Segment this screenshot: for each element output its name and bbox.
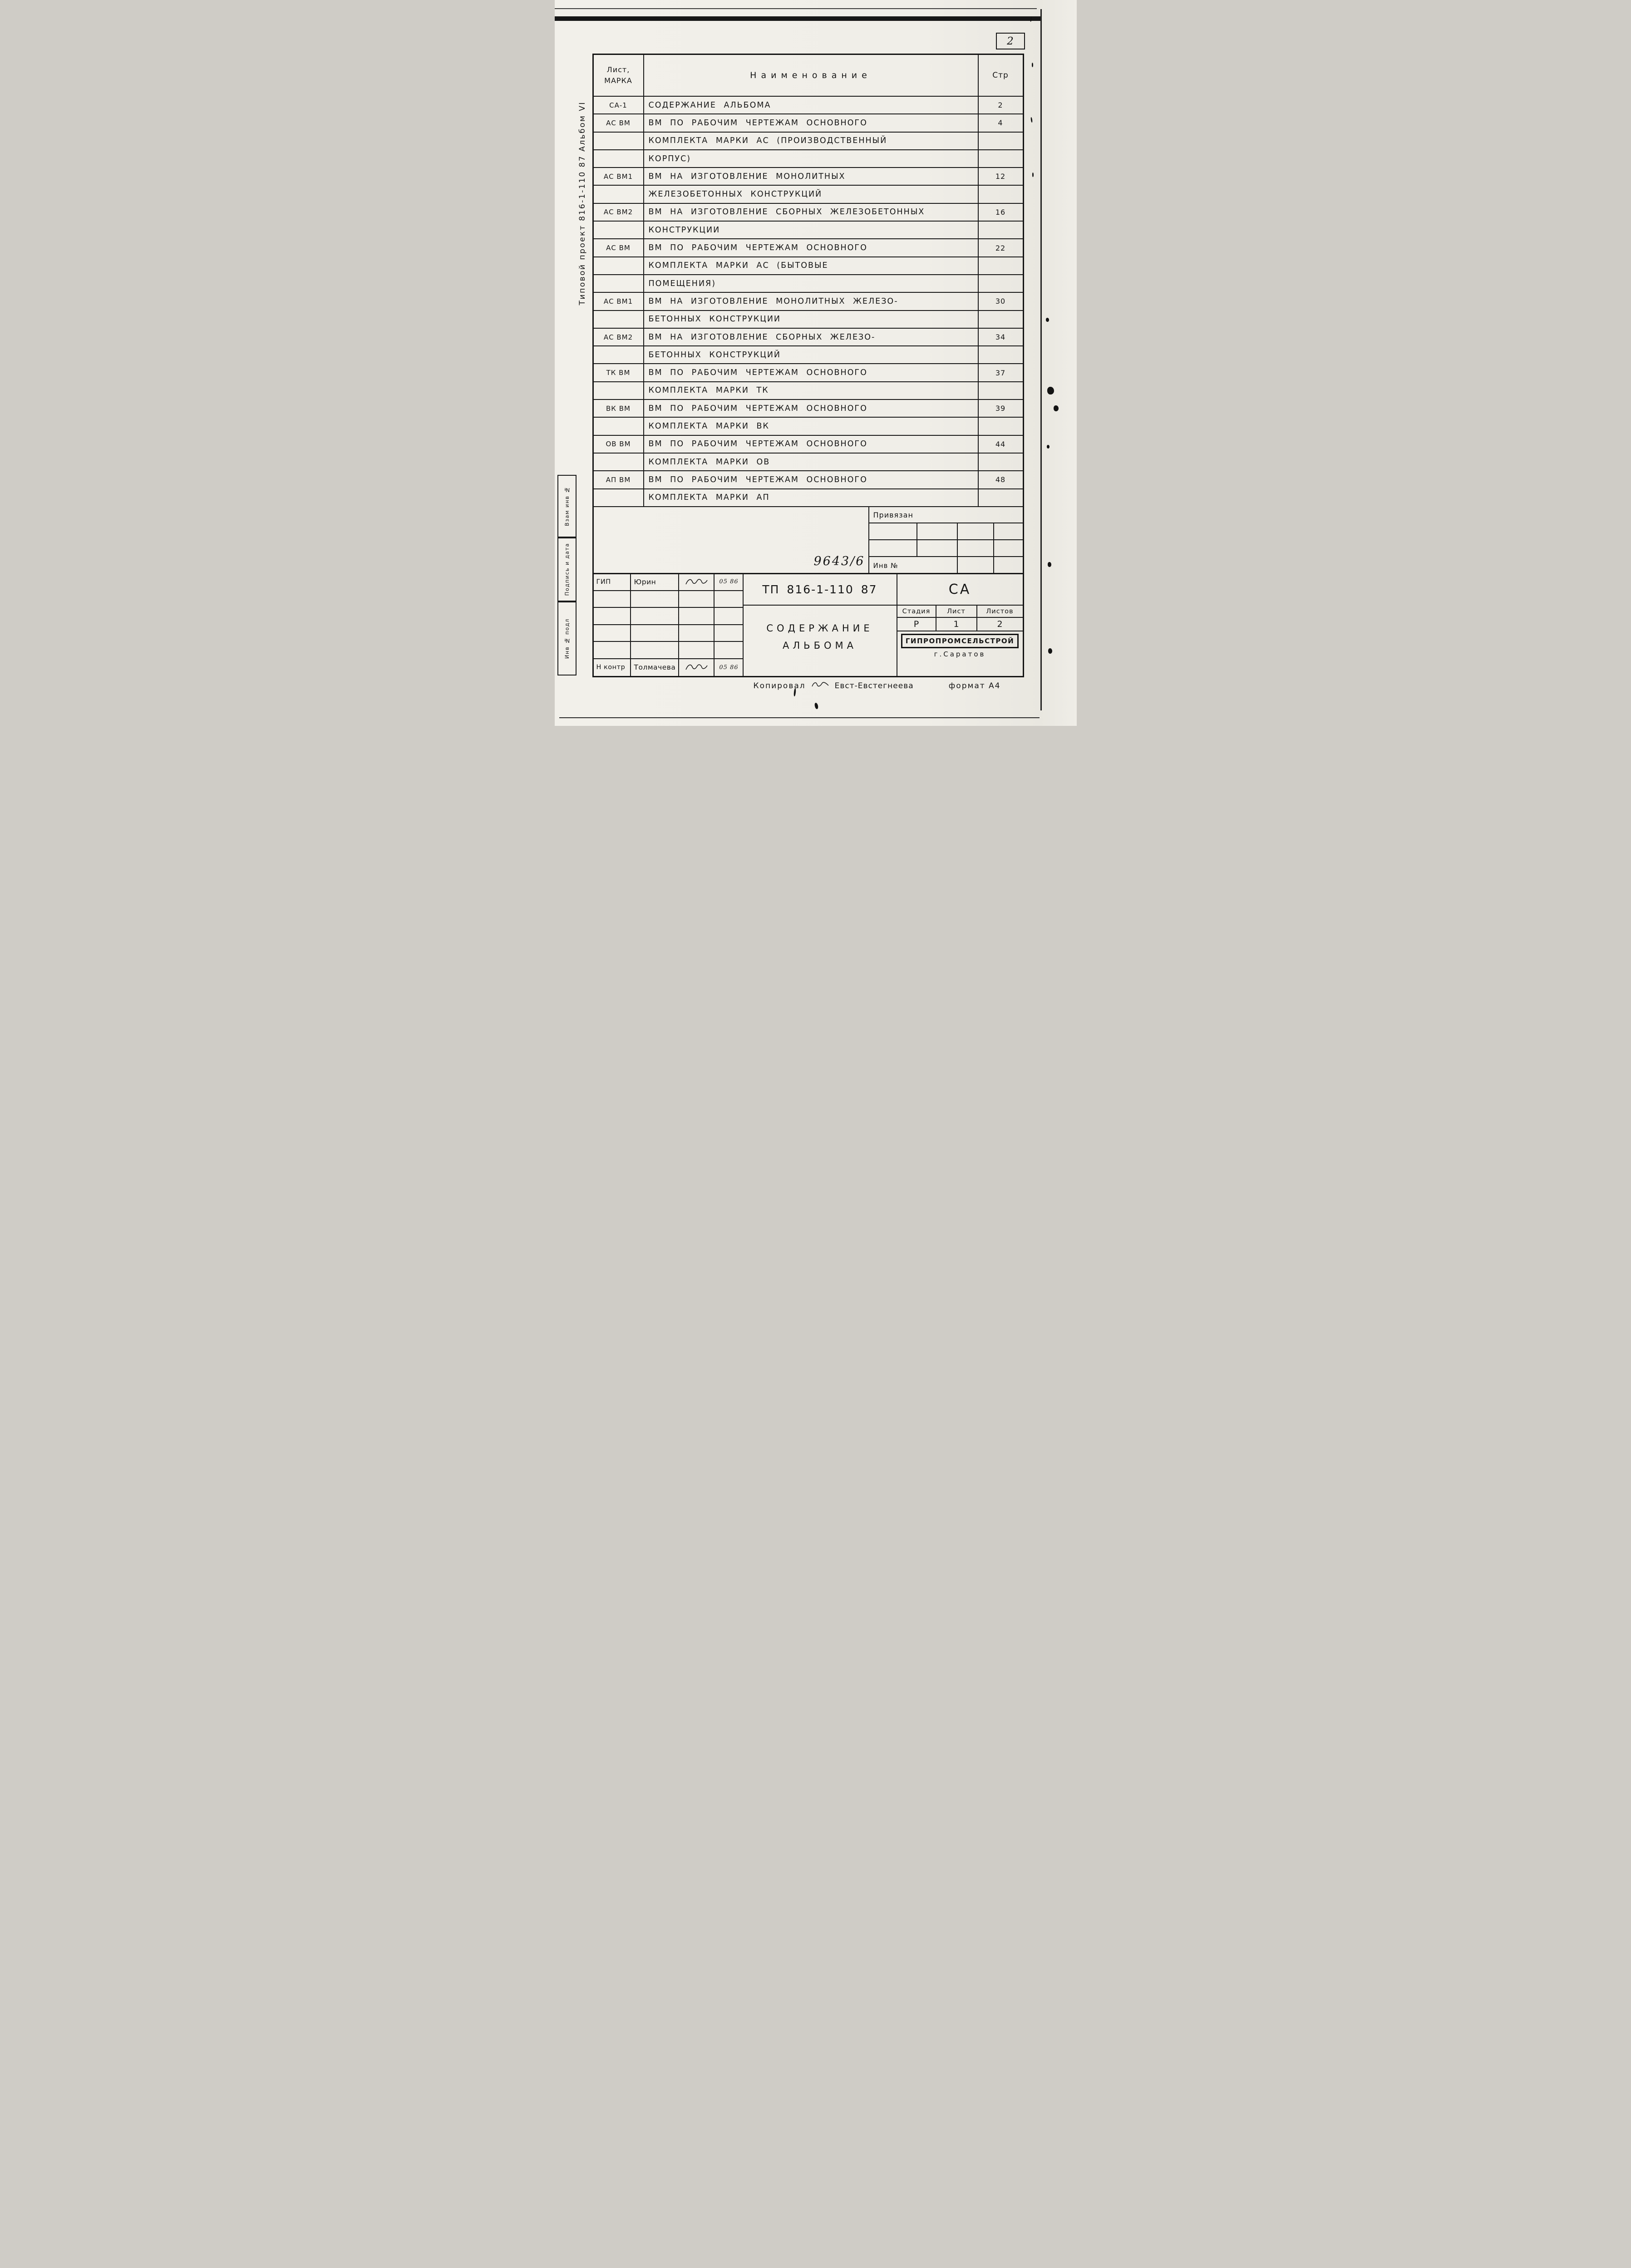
sig-date: 05 86 (719, 664, 739, 671)
scan-speck (1048, 648, 1052, 654)
toc-row-page (979, 346, 1023, 363)
toc-row-name: КОМПЛЕКТА МАРКИ АС (ПРОИЗВОДСТВЕННЫЙ (644, 133, 979, 149)
binding-grid-cell (917, 523, 958, 539)
toc-row-name: КОМПЛЕКТА МАРКИ ВК (644, 418, 979, 434)
toc-row (594, 382, 1023, 400)
toc-row-page (979, 489, 1023, 506)
scan-speck (1048, 562, 1051, 567)
set-mark: СА (948, 581, 971, 597)
side-project-label-area (575, 54, 590, 352)
toc-row (594, 97, 1023, 114)
toc-row-page (979, 311, 1023, 328)
toc-row (594, 364, 1023, 382)
toc-row-mark: АС ВМ2 (594, 329, 644, 345)
sig-name (631, 608, 679, 624)
toc-row-mark: АС ВМ (594, 239, 644, 256)
toc-row-mark: АС ВМ1 (594, 168, 644, 185)
toc-row-name: ВМ НА ИЗГОТОВЛЕНИЕ СБОРНЫХ ЖЕЛЕЗО- (644, 329, 979, 345)
stage-header-row (897, 606, 1023, 618)
sig-role (594, 608, 631, 624)
margin-box-podpis-data (557, 537, 577, 602)
toc-row-mark (594, 382, 644, 399)
toc-row-mark: АС ВМ1 (594, 293, 644, 310)
toc-row-page: 2 (998, 101, 1003, 110)
toc-row-name: ВМ ПО РАБОЧИМ ЧЕРТЕЖАМ ОСНОВНОГО (644, 400, 979, 417)
signature-icon (679, 608, 714, 624)
sheet-title-line2: АЛЬБОМА (783, 640, 857, 651)
toc-row-page: 22 (995, 243, 1006, 252)
toc-row (594, 436, 1023, 454)
binding-grid-cell (869, 540, 917, 556)
corner-page-number-box (996, 33, 1025, 49)
binding-grid-cell (958, 557, 994, 574)
toc-row-mark (594, 489, 644, 506)
scan-speck (1030, 117, 1033, 123)
toc-body (594, 97, 1023, 507)
margin-box-vzam-inv (557, 475, 577, 537)
toc-row (594, 275, 1023, 293)
toc-row-mark: ТК ВМ (594, 364, 644, 381)
copied-by-name: Евст-Евстегнеева (834, 681, 914, 690)
toc-row (594, 311, 1023, 329)
signature-row (594, 591, 744, 608)
toc-row (594, 204, 1023, 222)
toc-row (594, 346, 1023, 364)
toc-row-page: 30 (995, 297, 1006, 306)
toc-header-page-label: Стр (992, 71, 1009, 80)
sig-date (714, 625, 744, 641)
toc-row-mark (594, 150, 644, 167)
toc-row (594, 489, 1023, 507)
toc-row-mark: ОВ ВМ (594, 436, 644, 453)
toc-row (594, 454, 1023, 471)
binding-grid-cell (994, 540, 1023, 556)
scan-bottom-line (559, 717, 1040, 718)
sig-date (714, 642, 744, 658)
binding-grid-cell (958, 523, 994, 539)
toc-row-name: КОМПЛЕКТА МАРКИ АС (БЫТОВЫЕ (644, 257, 979, 274)
binding-grid-cell (958, 540, 994, 556)
toc-row (594, 257, 1023, 275)
sig-name: Юрин (631, 574, 679, 590)
toc-row-name: ВМ ПО РАБОЧИМ ЧЕРТЕЖАМ ОСНОВНОГО (644, 114, 979, 131)
toc-row-name: СОДЕРЖАНИЕ АЛЬБОМА (644, 97, 979, 113)
handwritten-archive-number: 9643/6 (813, 554, 865, 568)
signature-icon (679, 659, 714, 676)
scan-ink-blot (1054, 405, 1059, 411)
binding-grid-cell (917, 540, 958, 556)
margin-box-label: Подпись и дата (563, 543, 570, 596)
stage-header-listov: Листов (986, 607, 1014, 615)
toc-row (594, 239, 1023, 257)
binding-grid-cell (994, 557, 1023, 574)
side-project-label: Типовой проект 816-1-110 87 Альбом VI (577, 101, 587, 306)
signature-icon (679, 591, 714, 607)
toc-header-mark-line1: Лист, (606, 65, 630, 74)
scan-top-bar (555, 16, 1041, 21)
toc-row-name: КОРПУС) (644, 150, 979, 167)
margin-box-label: Инв № подл (563, 618, 570, 659)
inv-number-label: Инв № (869, 557, 958, 574)
stage-value-list: 1 (936, 618, 977, 631)
signature-row (594, 574, 744, 591)
format-label: формат А4 (948, 681, 1001, 690)
toc-row-page (979, 454, 1023, 470)
toc-row-page (979, 150, 1023, 167)
toc-row-name: ВМ НА ИЗГОТОВЛЕНИЕ СБОРНЫХ ЖЕЛЕЗОБЕТОННЫХ (644, 204, 979, 221)
toc-row-page: 44 (995, 439, 1006, 449)
toc-row (594, 471, 1023, 489)
stage-values-row (897, 618, 1023, 631)
toc-row-name: БЕТОННЫХ КОНСТРУКЦИИ (644, 311, 979, 328)
toc-row-page: 48 (995, 475, 1006, 484)
binding-grid-row (869, 540, 1023, 557)
toc-row-name: КОМПЛЕКТА МАРКИ ТК (644, 382, 979, 399)
signature-row (594, 659, 744, 676)
toc-row (594, 168, 1023, 186)
sig-name (631, 591, 679, 607)
signature-icon (679, 642, 714, 658)
margin-box-inv-podl (557, 602, 577, 675)
toc-row-page: 4 (998, 118, 1003, 128)
toc-row-mark: СА-1 (594, 97, 644, 113)
toc-row-page: 37 (995, 368, 1006, 377)
set-mark-cell (897, 574, 1023, 606)
scan-right-edge-line (1040, 9, 1042, 710)
toc-row-page: 16 (995, 207, 1006, 217)
sig-name (631, 642, 679, 658)
toc-row (594, 186, 1023, 203)
scan-speck (1047, 445, 1050, 449)
toc-row (594, 400, 1023, 418)
sig-date (714, 591, 744, 607)
signature-row (594, 642, 744, 659)
signature-icon (811, 681, 829, 690)
toc-row-page (979, 275, 1023, 292)
toc-row-mark (594, 346, 644, 363)
scan-speck (1032, 63, 1033, 67)
binding-grid-cell (869, 523, 917, 539)
toc-row-name: БЕТОННЫХ КОНСТРУКЦИЙ (644, 346, 979, 363)
stage-value-stadia: Р (897, 618, 936, 631)
signature-icon (679, 574, 714, 590)
margin-box-label: Взам инв № (563, 486, 570, 526)
sig-date: 05 86 (719, 578, 739, 586)
organization-city: г.Саратов (934, 650, 986, 658)
stage-header-stadia: Стадия (897, 606, 936, 617)
toc-row-mark: ВК ВМ (594, 400, 644, 417)
organization-area (897, 631, 1023, 676)
toc-row (594, 133, 1023, 150)
toc-row-mark (594, 222, 644, 238)
sig-date (714, 608, 744, 624)
toc-row-name: КОМПЛЕКТА МАРКИ АП (644, 489, 979, 506)
toc-header-page (979, 55, 1023, 96)
copied-by-label: Копировал (753, 681, 806, 690)
toc-row (594, 329, 1023, 346)
toc-row (594, 114, 1023, 132)
signature-row (594, 625, 744, 642)
toc-row-mark (594, 275, 644, 292)
sheet-title-cell (744, 606, 897, 676)
organization-name: ГИПРОПРОМСЕЛЬСТРОЙ (901, 634, 1019, 648)
toc-row (594, 293, 1023, 311)
binding-inv-row (869, 557, 1023, 574)
toc-row-mark: АП ВМ (594, 471, 644, 488)
sig-name: Толмачева (631, 659, 679, 676)
toc-row-name: ВМ ПО РАБОЧИМ ЧЕРТЕЖАМ ОСНОВНОГО (644, 471, 979, 488)
toc-row-page: 39 (995, 404, 1006, 413)
toc-row (594, 418, 1023, 435)
binding-grid-row (869, 523, 1023, 540)
binding-block (868, 507, 1023, 574)
corner-page-number: 2 (1007, 35, 1014, 47)
toc-row-mark: АС ВМ (594, 114, 644, 131)
sig-name (631, 625, 679, 641)
toc-row-mark (594, 418, 644, 434)
toc-row-page (979, 257, 1023, 274)
sheet-title-line1: СОДЕРЖАНИЕ (766, 623, 873, 634)
signature-table (594, 574, 744, 676)
scan-ink-blot (1047, 387, 1054, 394)
toc-row-name: ВМ ПО РАБОЧИМ ЧЕРТЕЖАМ ОСНОВНОГО (644, 364, 979, 381)
toc-row-page (979, 186, 1023, 202)
stage-header-list: Лист (936, 606, 977, 617)
toc-header-name (644, 55, 979, 96)
binding-grid-cell (994, 523, 1023, 539)
scan-speck (1046, 318, 1049, 322)
sig-role: Н контр (594, 659, 631, 676)
binding-label: Привязан (869, 507, 1023, 523)
toc-header-name-label: Наименование (750, 70, 872, 80)
toc-row-name: КОМПЛЕКТА МАРКИ ОВ (644, 454, 979, 470)
scan-speck (1032, 173, 1034, 177)
toc-row-name: ВМ ПО РАБОЧИМ ЧЕРТЕЖАМ ОСНОВНОГО (644, 239, 979, 256)
document-number: ТП 816-1-110 87 (762, 582, 877, 596)
toc-row-name: ЖЕЛЕЗОБЕТОННЫХ КОНСТРУКЦИЙ (644, 186, 979, 202)
toc-row-mark (594, 133, 644, 149)
document-number-cell (744, 574, 897, 606)
toc-header (594, 55, 1023, 97)
toc-row (594, 222, 1023, 239)
scanned-sheet (555, 0, 1077, 726)
toc-row-mark (594, 311, 644, 328)
toc-row-page: 34 (995, 333, 1006, 341)
scan-top-thin-line (555, 8, 1037, 9)
toc-row-page: 12 (995, 172, 1006, 181)
toc-row-mark (594, 186, 644, 202)
toc-row-page (979, 382, 1023, 399)
copied-by-line (754, 681, 1001, 690)
toc-row-mark (594, 257, 644, 274)
drawing-frame (592, 54, 1024, 677)
toc-row-page (979, 418, 1023, 434)
toc-row-page (979, 222, 1023, 238)
toc-row (594, 150, 1023, 168)
toc-row-mark: АС ВМ2 (594, 204, 644, 221)
toc-header-mark-line2: МАРКА (604, 76, 632, 85)
scan-speck (814, 702, 818, 709)
toc-row-name: ПОМЕЩЕНИЯ) (644, 275, 979, 292)
stage-value-listov: 2 (997, 619, 1003, 629)
toc-row-name: ВМ НА ИЗГОТОВЛЕНИЕ МОНОЛИТНЫХ (644, 168, 979, 185)
sig-role (594, 625, 631, 641)
toc-row-mark (594, 454, 644, 470)
toc-header-mark (594, 55, 644, 96)
toc-row-name: КОНСТРУКЦИИ (644, 222, 979, 238)
toc-row-page (979, 133, 1023, 149)
sig-role (594, 642, 631, 658)
toc-row-name: ВМ НА ИЗГОТОВЛЕНИЕ МОНОЛИТНЫХ ЖЕЛЕЗО- (644, 293, 979, 310)
signature-row (594, 608, 744, 625)
sig-role: ГИП (594, 574, 631, 590)
sig-role (594, 591, 631, 607)
toc-row-name: ВМ ПО РАБОЧИМ ЧЕРТЕЖАМ ОСНОВНОГО (644, 436, 979, 453)
signature-icon (679, 625, 714, 641)
